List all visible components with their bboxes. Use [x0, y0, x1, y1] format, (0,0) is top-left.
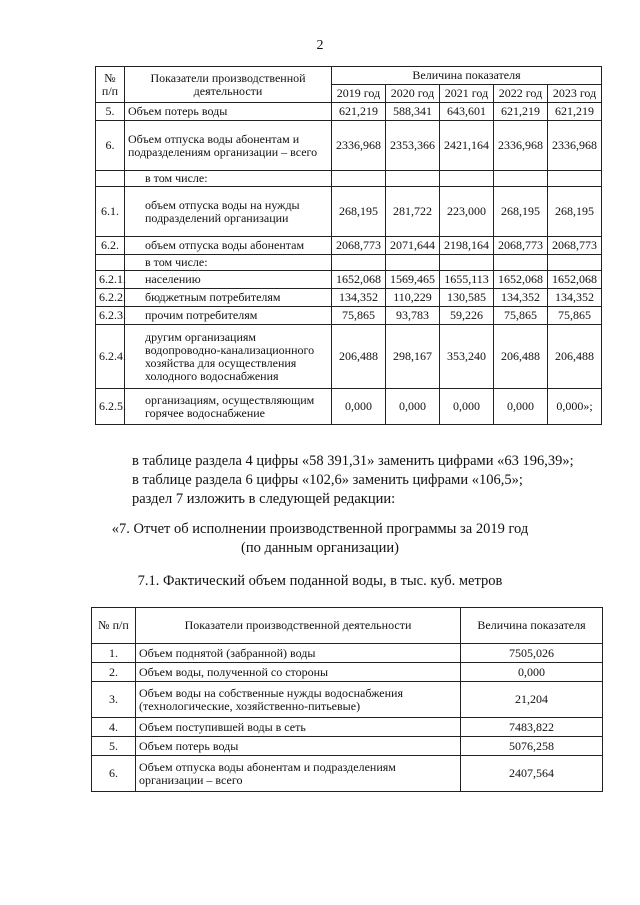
row-value: 298,167: [386, 325, 440, 389]
table-row: [96, 271, 602, 289]
row-label: в том числе:: [125, 255, 332, 271]
row-value: 268,195: [494, 187, 548, 237]
row-num: 6.2.3.: [96, 307, 125, 325]
row-value: 2336,968: [548, 121, 602, 171]
table-row: [96, 103, 602, 121]
row-value: 59,226: [440, 307, 494, 325]
row-label: Объем поднятой (забранной) воды: [136, 644, 461, 663]
row-num: 6.2.1.: [96, 271, 125, 289]
header-year: 2020 год: [386, 85, 440, 103]
production-indicators-table: [95, 66, 602, 425]
table-row: [96, 187, 602, 237]
row-num: 6.2.: [96, 237, 125, 255]
row-value: 206,488: [332, 325, 386, 389]
table-row: [96, 121, 602, 171]
header-indicator: Показатели производственной деятельности: [136, 608, 461, 644]
section-subtitle: (по данным организации): [240, 540, 399, 556]
row-value: 223,000: [440, 187, 494, 237]
row-num: 5.: [92, 737, 136, 756]
row-num: 6.: [96, 121, 125, 171]
row-value: 2068,773: [332, 237, 386, 255]
row-value: 1652,068: [332, 271, 386, 289]
row-value: 0,000: [332, 389, 386, 425]
row-label: Объем потерь воды: [136, 737, 461, 756]
page-number: 2: [316, 38, 324, 53]
water-volume-table: [91, 607, 603, 792]
row-label: населению: [125, 271, 332, 289]
row-value: 5076,258: [461, 737, 603, 756]
row-label: Объем отпуска воды абонентам и подразделениям организации – всего: [136, 756, 461, 792]
row-value: 0,000: [494, 389, 548, 425]
row-value: 75,865: [548, 307, 602, 325]
table-row: [96, 255, 602, 271]
row-value: 7483,822: [461, 718, 603, 737]
row-value: 2336,968: [332, 121, 386, 171]
amendment-paragraph: в таблице раздела 6 цифры «102,6» заменить цифрами «106,5»;: [132, 472, 523, 488]
row-label: в том числе:: [125, 171, 332, 187]
row-value: 1569,465: [386, 271, 440, 289]
row-value: 621,219: [548, 103, 602, 121]
row-num: 6.: [92, 756, 136, 792]
row-label: Объем воды на собственные нужды водоснабжения (технологические, хозяйственно-питьевые): [136, 682, 461, 718]
table-row: [96, 237, 602, 255]
header-year: 2019 год: [332, 85, 386, 103]
row-value: 130,585: [440, 289, 494, 307]
row-value: 588,341: [386, 103, 440, 121]
row-label: другим организациям водопроводно-канализационного хозяйства для осуществления холодного водоснабжения: [125, 325, 332, 389]
row-value: 1655,113: [440, 271, 494, 289]
row-num: 3.: [92, 682, 136, 718]
row-value: 353,240: [440, 325, 494, 389]
row-value: 0,000: [386, 389, 440, 425]
row-value: 2198,164: [440, 237, 494, 255]
table-row: [96, 289, 602, 307]
header-year: 2023 год: [548, 85, 602, 103]
row-num: 6.2.2.: [96, 289, 125, 307]
row-value: 643,601: [440, 103, 494, 121]
row-value: 0,000: [440, 389, 494, 425]
row-label: бюджетным потребителям: [125, 289, 332, 307]
amendment-paragraph: в таблице раздела 4 цифры «58 391,31» заменить цифрами «63 196,39»;: [132, 453, 574, 469]
table-row: [92, 737, 603, 756]
row-value: 0,000: [461, 663, 603, 682]
row-num: 6.2.5.: [96, 389, 125, 425]
row-value: 2068,773: [548, 237, 602, 255]
row-value: 2071,644: [386, 237, 440, 255]
row-value: 2068,773: [494, 237, 548, 255]
row-value: 134,352: [494, 289, 548, 307]
header-value-group: Величина показателя: [332, 67, 602, 85]
table-row: [92, 682, 603, 718]
table-row: [96, 325, 602, 389]
row-value: 206,488: [548, 325, 602, 389]
row-value: 110,229: [386, 289, 440, 307]
row-num: 6.2.4.: [96, 325, 125, 389]
section-title: «7. Отчет об исполнении производственной программы за 2019 год: [111, 521, 529, 537]
row-num: 1.: [92, 644, 136, 663]
table-row: [96, 307, 602, 325]
row-value: 621,219: [332, 103, 386, 121]
row-label: организациям, осуществляющим горячее водоснабжение: [125, 389, 332, 425]
table-row: [92, 663, 603, 682]
row-value: 206,488: [494, 325, 548, 389]
row-label: объем отпуска воды на нужды подразделений организации: [125, 187, 332, 237]
header-year: 2021 год: [440, 85, 494, 103]
row-value: 2336,968: [494, 121, 548, 171]
row-value: 1652,068: [548, 271, 602, 289]
row-value: 75,865: [494, 307, 548, 325]
row-value: 7505,026: [461, 644, 603, 663]
table-row: [92, 718, 603, 737]
row-num: 2.: [92, 663, 136, 682]
row-value: 281,722: [386, 187, 440, 237]
header-year: 2022 год: [494, 85, 548, 103]
header-num: № п/п: [92, 608, 136, 644]
row-value: 134,352: [332, 289, 386, 307]
row-label: Объем отпуска воды абонентам и подразделениям организации – всего: [125, 121, 332, 171]
row-num: 5.: [96, 103, 125, 121]
row-label: Объем поступившей воды в сеть: [136, 718, 461, 737]
row-value: 621,219: [494, 103, 548, 121]
table-row: [92, 644, 603, 663]
table-row: [96, 171, 602, 187]
header-value: Величина показателя: [461, 608, 603, 644]
row-value: 0,000»;: [548, 389, 602, 425]
row-label: Объем воды, полученной со стороны: [136, 663, 461, 682]
row-value: 1652,068: [494, 271, 548, 289]
header-indicator: Показатели производственной деятельности: [125, 67, 332, 103]
table-row: [92, 756, 603, 792]
row-value: 21,204: [461, 682, 603, 718]
row-num: 4.: [92, 718, 136, 737]
row-value: 75,865: [332, 307, 386, 325]
row-value: 2421,164: [440, 121, 494, 171]
row-value: 268,195: [332, 187, 386, 237]
row-value: 93,783: [386, 307, 440, 325]
header-num: № п/п: [96, 67, 125, 103]
amendment-paragraph: раздел 7 изложить в следующей редакции:: [132, 491, 396, 507]
row-value: 2407,564: [461, 756, 603, 792]
subsection-title: 7.1. Фактический объем поданной воды, в тыс. куб. метров: [137, 573, 503, 589]
row-label: Объем потерь воды: [125, 103, 332, 121]
row-label: объем отпуска воды абонентам: [125, 237, 332, 255]
row-value: 134,352: [548, 289, 602, 307]
row-value: 268,195: [548, 187, 602, 237]
row-label: прочим потребителям: [125, 307, 332, 325]
row-value: 2353,366: [386, 121, 440, 171]
table-row: [96, 389, 602, 425]
row-num: 6.1.: [96, 187, 125, 237]
